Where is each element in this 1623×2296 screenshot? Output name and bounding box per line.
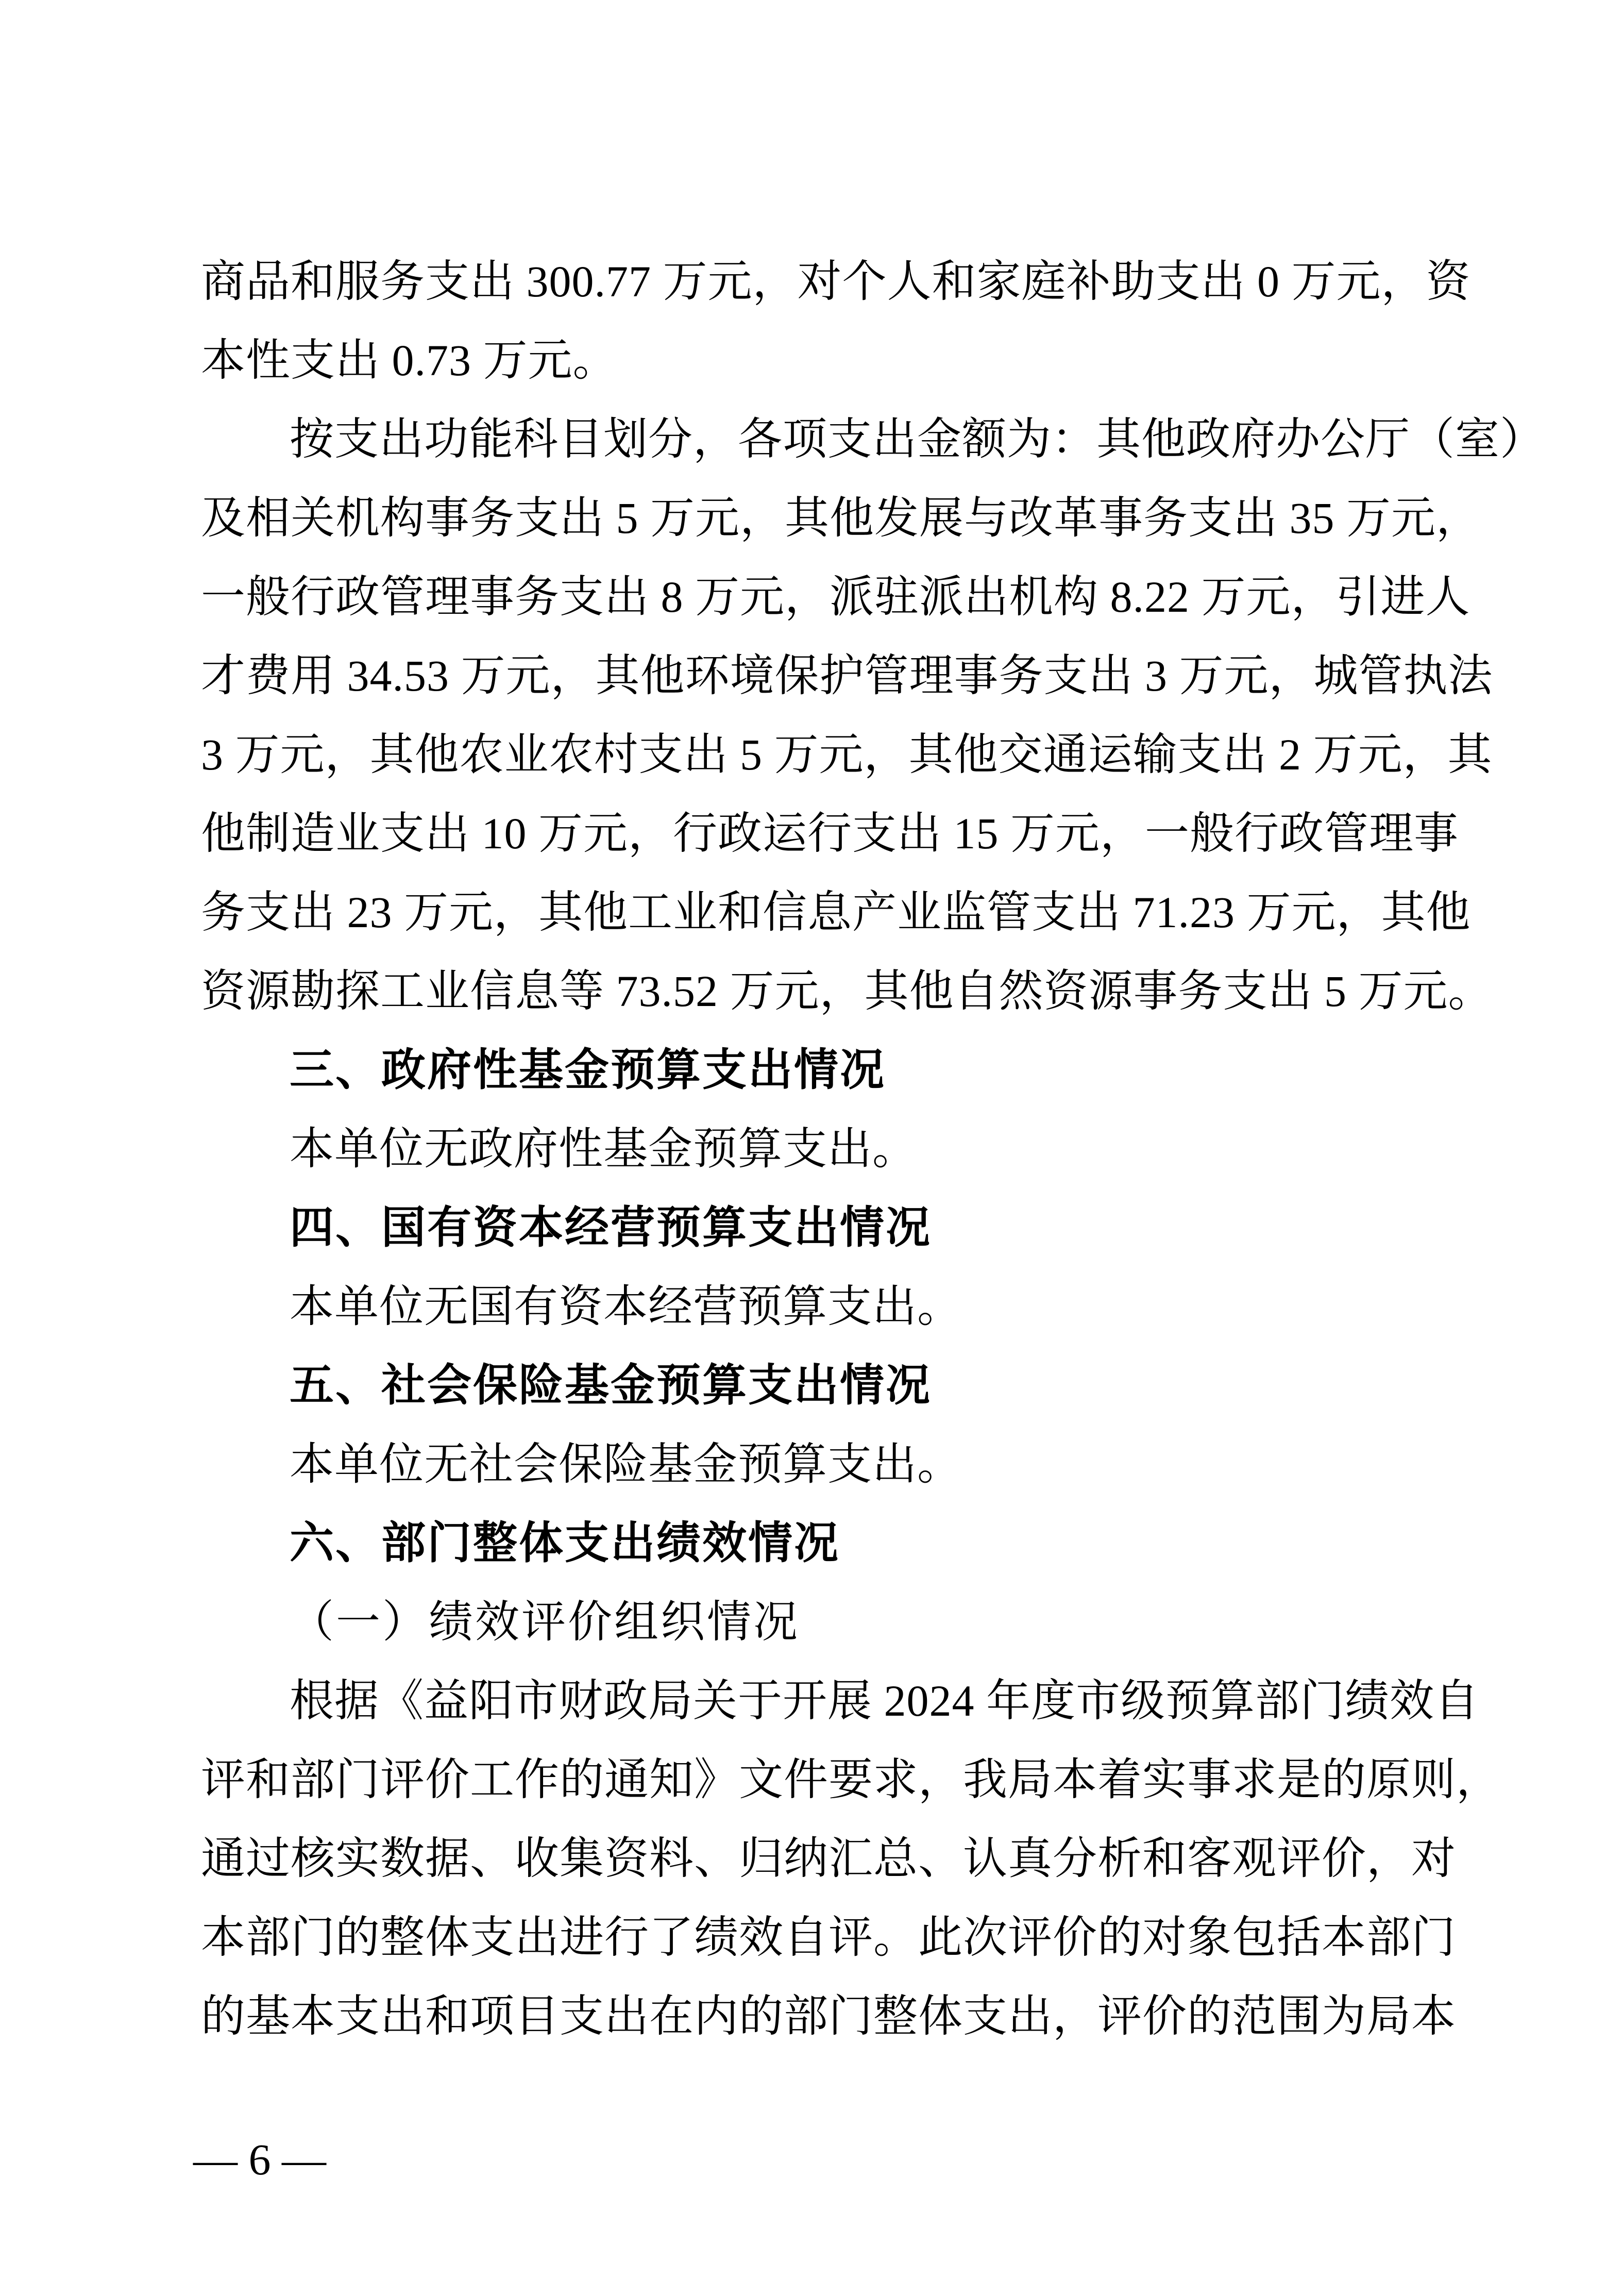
text-line: 本性支出 0.73 万元。 bbox=[201, 336, 618, 385]
page-number: — 6 — bbox=[193, 2135, 326, 2184]
text-line: 务支出 23 万元，其他工业和信息产业监管支出 71.23 万元，其他 bbox=[201, 887, 1471, 937]
text-line: 他制造业支出 10 万元，行政运行支出 15 万元，一般行政管理事 bbox=[201, 809, 1459, 858]
text-line: 评和部门评价工作的通知》文件要求，我局本着实事求是的原则， bbox=[201, 1755, 1501, 1804]
text-line: 及相关机构事务支出 5 万元，其他发展与改革事务支出 35 万元， bbox=[201, 493, 1481, 543]
section-heading-5: 五、社会保险基金预算支出情况 bbox=[290, 1361, 932, 1410]
text-line: 一般行政管理事务支出 8 万元，派驻派出机构 8.22 万元，引进人 bbox=[201, 572, 1470, 622]
subsection-heading: （一）绩效评价组织情况 bbox=[290, 1597, 800, 1647]
text-line: 商品和服务支出 300.77 万元，对个人和家庭补助支出 0 万元，资 bbox=[201, 257, 1471, 306]
section-heading-4: 四、国有资本经营预算支出情况 bbox=[290, 1203, 932, 1252]
section-heading-6: 六、部门整体支出绩效情况 bbox=[290, 1518, 840, 1568]
text-line: 本部门的整体支出进行了绩效自评。此次评价的对象包括本部门 bbox=[201, 1913, 1456, 1962]
section-heading-3: 三、政府性基金预算支出情况 bbox=[290, 1045, 886, 1095]
text-line: 3 万元，其他农业农村支出 5 万元，其他交通运输支出 2 万元，其 bbox=[201, 730, 1493, 779]
text-line: 本单位无社会保险基金预算支出。 bbox=[290, 1439, 962, 1489]
text-line: 本单位无国有资本经营预算支出。 bbox=[290, 1282, 962, 1331]
text-line: 根据《益阳市财政局关于开展 2024 年度市级预算部门绩效自 bbox=[290, 1676, 1479, 1725]
text-line: 按支出功能科目划分，各项支出金额为：其他政府办公厅（室） bbox=[290, 414, 1545, 464]
text-line: 通过核实数据、收集资料、归纳汇总、认真分析和客观评价，对 bbox=[201, 1834, 1456, 1883]
text-line: 本单位无政府性基金预算支出。 bbox=[290, 1124, 917, 1174]
text-line: 才费用 34.53 万元，其他环境保护管理事务支出 3 万元，城管执法 bbox=[201, 651, 1493, 700]
text-line: 资源勘探工业信息等 73.52 万元，其他自然资源事务支出 5 万元。 bbox=[201, 966, 1493, 1016]
text-line: 的基本支出和项目支出在内的部门整体支出，评价的范围为局本 bbox=[201, 1991, 1456, 2041]
document-body bbox=[201, 242, 1545, 2056]
